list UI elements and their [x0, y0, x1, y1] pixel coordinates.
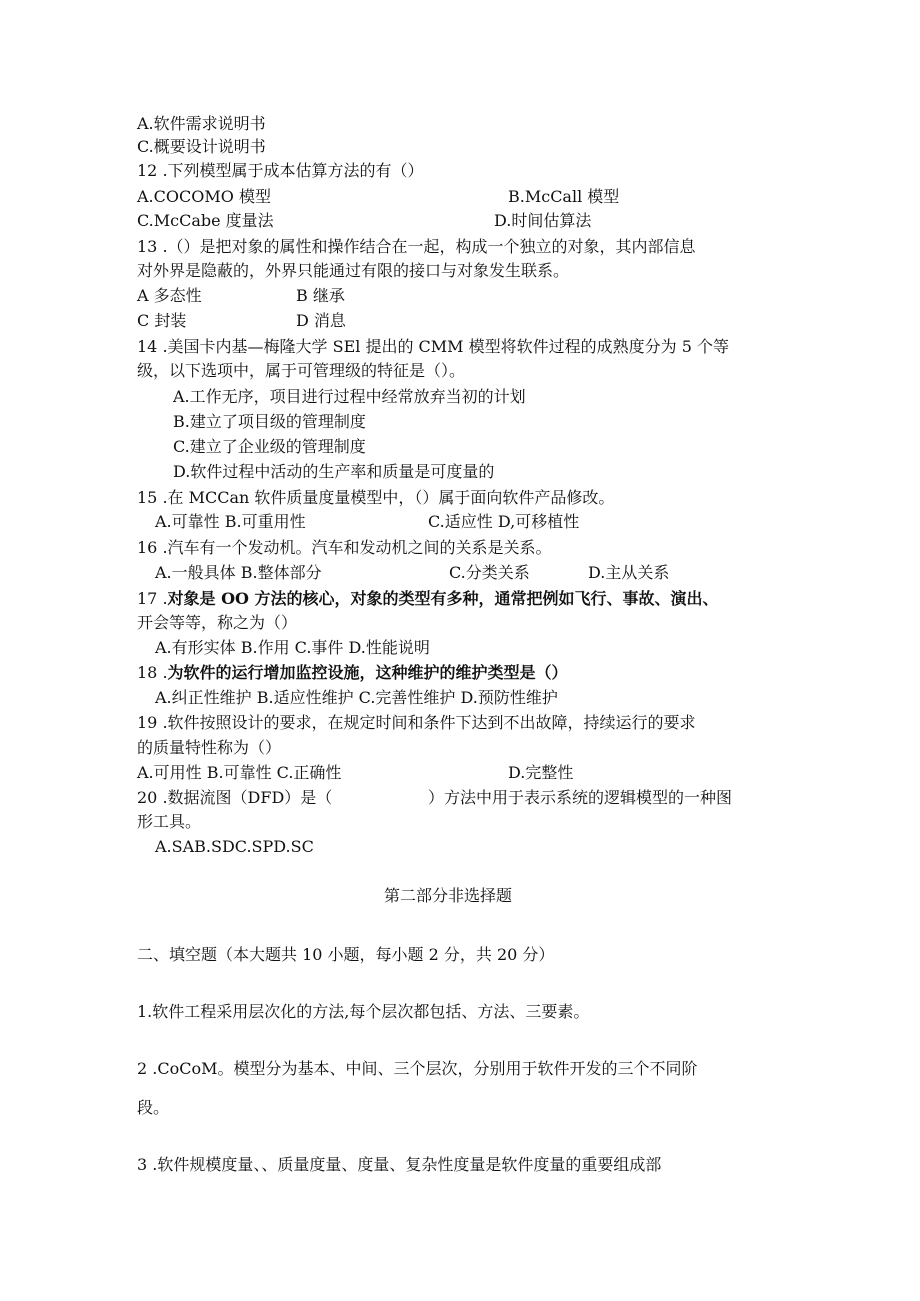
q16-option-c: C.分类关系: [449, 563, 530, 582]
q17-stem-line1: [137, 589, 719, 609]
fill-in-section-heading: 二、填空题（本大题共 10 小题，每小题 2 分，共 20 分）: [137, 945, 555, 964]
q13-stem-line1: 13 .（）是把对象的属性和操作结合在一起，构成一个独立的对象，其内部信息: [137, 237, 696, 256]
q17-stem-line2: 开会等等，称之为（）: [137, 613, 298, 632]
fill-question-1: 1.软件工程采用层次化的方法,每个层次都包括、方法、三要素。: [137, 1002, 590, 1021]
q11-option-a: A.软件需求说明书: [137, 114, 266, 133]
q14-stem-line2: 级，以下选项中，属于可管理级的特征是（）。: [137, 361, 466, 380]
q14-option-b: B.建立了项目级的管理制度: [173, 412, 366, 431]
q12-option-d: D.时间估算法: [494, 211, 592, 230]
q12-option-c: C.McCabe 度量法: [137, 211, 274, 230]
q20-stem-line1-b: ）方法中用于表示系统的逻辑模型的一种图: [428, 788, 733, 807]
q12-option-b: B.McCall 模型: [508, 187, 620, 206]
q16-option-d: D.主从关系: [588, 563, 670, 582]
q17-number: 17 .: [137, 589, 168, 608]
q12-option-a: A.COCOMO 模型: [137, 187, 271, 206]
q18-stem: [137, 663, 568, 683]
q13-option-a: A 多态性: [137, 286, 202, 305]
q14-option-a: A.工作无序，项目进行过程中经常放弃当初的计划: [173, 387, 526, 406]
fill-question-3-line1: 3 .软件规模度量、、质量度量、度量、复杂性度量是软件度量的重要组成部: [137, 1155, 662, 1174]
q13-option-c: C 封装: [137, 311, 187, 330]
q18-options: A.纠正性维护 B.适应性维护 C.完善性维护 D.预防性维护: [155, 688, 558, 707]
q13-option-d: D 消息: [296, 311, 346, 330]
q14-option-d: D.软件过程中活动的生产率和质量是可度量的: [173, 462, 495, 481]
q19-option-d: D.完整性: [508, 763, 574, 782]
q12-stem: 12 .下列模型属于成本估算方法的有（）: [137, 161, 424, 180]
q18-number: 18 .: [137, 663, 168, 682]
q11-option-c: C.概要设计说明书: [137, 137, 266, 156]
q16-stem: 16 .汽车有一个发动机。汽车和发动机之间的关系是关系。: [137, 538, 552, 557]
fill-question-2-line2: 段。: [137, 1098, 170, 1117]
q13-stem-line2: 对外界是隐蔽的，外界只能通过有限的接口与对象发生联系。: [137, 261, 570, 280]
q14-stem-line1: 14 .美国卡内基—梅隆大学 SEl 提出的 CMM 模型将软件过程的成熟度分为 5 个等: [137, 337, 729, 356]
q18-stem-text: 为软件的运行增加监控设施，这种维护的维护类型是（）: [167, 663, 568, 682]
q19-stem-line2: 的质量特性称为（）: [137, 738, 282, 757]
q13-option-b: B 继承: [296, 286, 345, 305]
q15-stem: 15 .在 MCCan 软件质量度量模型中，（）属于面向软件产品修改。: [137, 488, 615, 507]
q19-options-abc: A.可用性 B.可靠性 C.正确性: [137, 763, 342, 782]
q17-options: A.有形实体 B.作用 C.事件 D.性能说明: [155, 638, 430, 657]
q14-option-c: C.建立了企业级的管理制度: [173, 437, 366, 456]
q20-stem-line1-a: 20 .数据流图（DFD）是（: [137, 788, 333, 807]
q20-options: A.SAB.SDC.SPD.SC: [155, 837, 314, 856]
part-two-title: 第二部分非选择题: [384, 886, 513, 905]
q15-options-cd: C.适应性 D,可移植性: [428, 512, 580, 531]
q17-stem-line1-text: 对象是 OO 方法的核心，对象的类型有多种，通常把例如飞行、事故、演出、: [167, 589, 719, 608]
q19-stem-line1: 19 .软件按照设计的要求，在规定时间和条件下达到不出故障，持续运行的要求: [137, 713, 696, 732]
fill-question-2-line1: 2 .CoCoM。模型分为基本、中间、三个层次，分别用于软件开发的三个不同阶: [137, 1059, 698, 1078]
q15-options-ab: A.可靠性 B.可重用性: [155, 512, 306, 531]
q16-options-ab: A.一般具体 B.整体部分: [155, 563, 322, 582]
q20-stem-line2: 形工具。: [137, 812, 202, 831]
